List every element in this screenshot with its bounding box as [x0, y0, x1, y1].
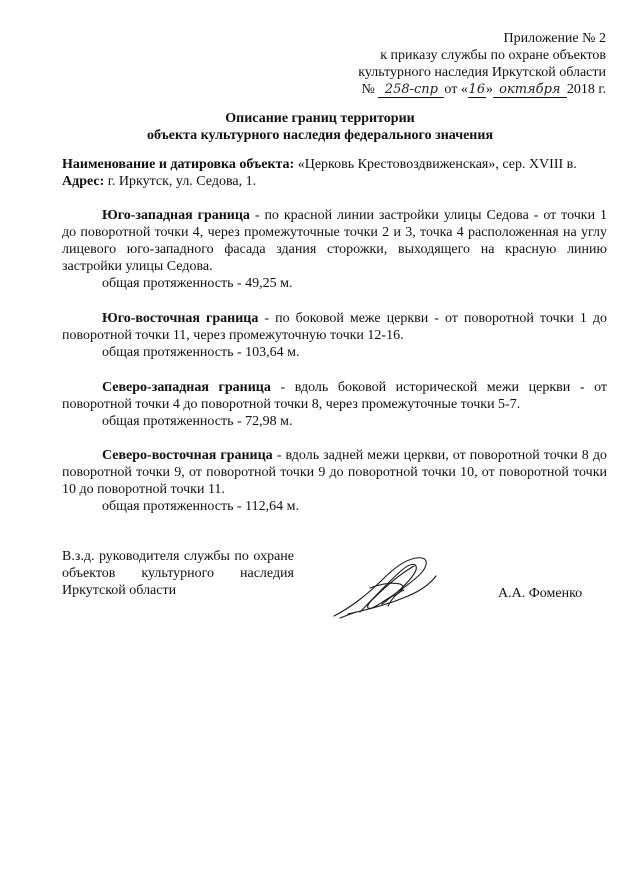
appendix-number: Приложение № 2: [503, 31, 606, 46]
section-body: - по красной линии застройки улицы Седова - от точки 1 до поворотной точки 4, через промежуточные точки 2 и 3, точка 4 расположенная на углу лицевого юго-западного фасада здания сторожки, выходящего на красную линию застройки улицы Седова.: [62, 208, 607, 274]
section-heading: Северо-западная граница: [102, 380, 271, 395]
section-northwest: [62, 379, 607, 430]
section-heading: Юго-западная граница: [102, 208, 250, 223]
object-address-line: [62, 173, 612, 190]
order-line-1: к приказу службы по охране объектов: [380, 48, 606, 63]
order-year: 2018 г.: [566, 82, 606, 97]
object-name-line: [62, 156, 612, 173]
section-text: [62, 447, 607, 498]
order-quote-close: »: [485, 82, 493, 97]
object-info: [62, 156, 612, 190]
appendix-header: [300, 30, 606, 98]
section-length: общая протяженность - 49,25 м.: [102, 276, 293, 291]
section-text: [62, 310, 607, 344]
object-name-value: «Церковь Крестовоздвиженская», сер. XVIII в.: [294, 157, 577, 172]
section-body: - вдоль боковой исторической межи церкви - от поворотной точки 4 до поворотной точки 8, через промежуточные точки 5-7.: [62, 380, 608, 412]
section-heading: Юго-восточная граница: [102, 311, 259, 326]
section-text: [62, 379, 607, 413]
order-month: октября: [493, 82, 567, 98]
order-line-2: культурного наследия Иркутской области: [358, 65, 606, 80]
section-body: - вдоль задней межи церкви, от поворотной точки 8 до поворотной точки 9, от поворотной точки 9 до поворотной точки 10, от поворотной точки 10 до поворотной точки 11.: [62, 448, 607, 497]
order-no-value: 258-спр: [378, 82, 444, 98]
section-body: - по боковой меже церкви - от поворотной точки 1 до поворотной точки 11, через промежуточную точки 12-16.: [62, 311, 607, 343]
order-no-label: №: [361, 82, 375, 97]
signatory-name: А.А. Фоменко: [498, 586, 583, 601]
section-heading: Северо-восточная граница: [102, 448, 273, 463]
section-length: общая протяженность - 103,64 м.: [102, 345, 300, 360]
title-line-1: Описание границ территории: [225, 111, 415, 126]
section-northeast: [62, 447, 607, 515]
object-address-label: Адрес:: [62, 174, 105, 189]
order-number-line: [300, 81, 606, 98]
section-length: общая протяженность - 72,98 м.: [102, 414, 293, 429]
signatory-position: В.з.д. руководителя службы по охране объектов культурного наследия Иркутской области: [62, 549, 294, 598]
document-title: [40, 110, 600, 144]
section-southeast: [62, 310, 607, 361]
object-address-value: г. Иркутск, ул. Седова, 1.: [104, 174, 257, 189]
order-from-label: от «: [444, 82, 468, 97]
object-name-label: Наименование и датировка объекта:: [62, 157, 295, 172]
section-southwest: [62, 207, 607, 292]
section-text: [62, 207, 607, 275]
section-length: общая протяженность - 112,64 м.: [102, 499, 299, 514]
title-line-2: объекта культурного наследия федерального значения: [146, 128, 494, 143]
order-day: 16: [468, 82, 486, 97]
handwritten-signature: [330, 548, 440, 622]
